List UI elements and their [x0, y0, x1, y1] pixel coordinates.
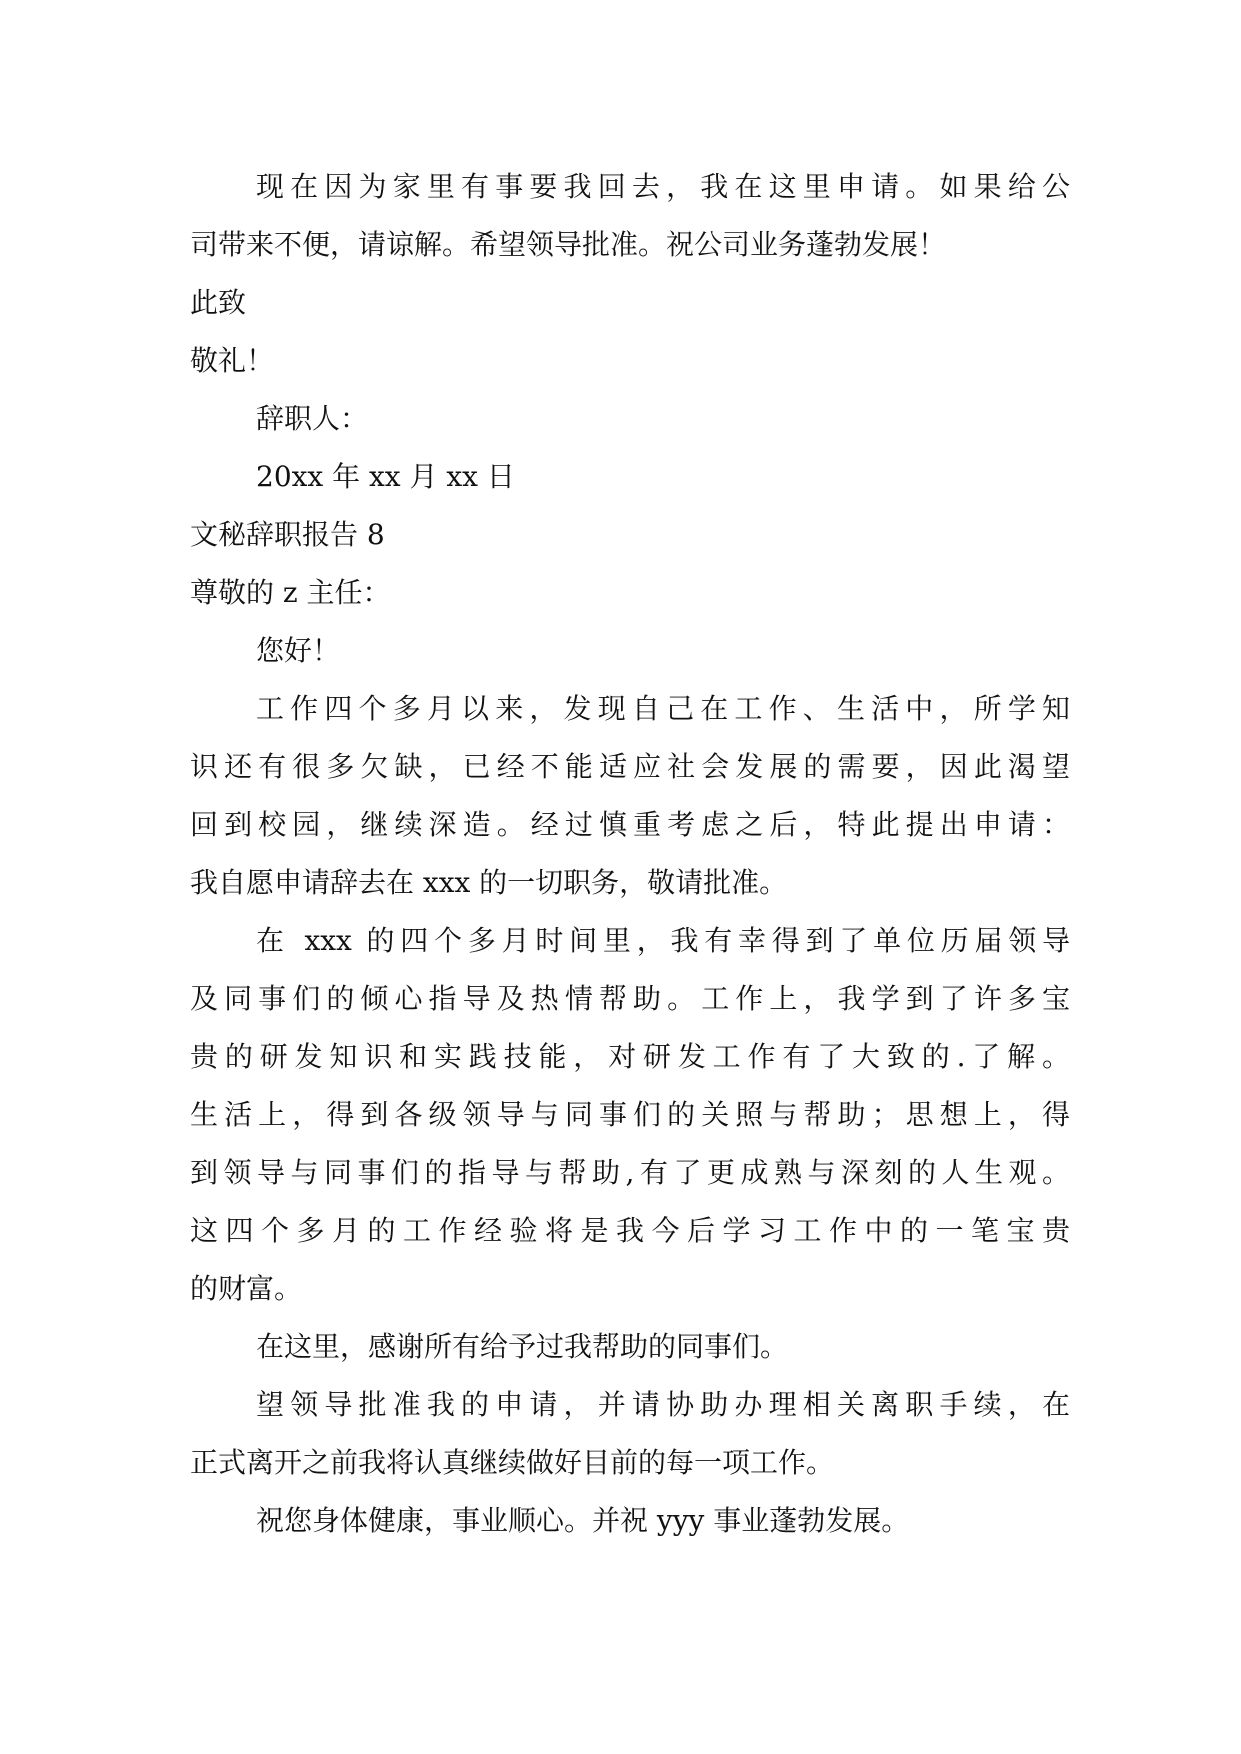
- document-body: [190, 158, 1070, 1550]
- text-line: 望领导批准我的申请，并请协助办理相关离职手续，在: [256, 1388, 1070, 1421]
- text-line: 此致: [190, 286, 247, 319]
- paragraph-p3: [190, 332, 1070, 390]
- paragraph-p12: [190, 1376, 1070, 1492]
- paragraph-p2: [190, 274, 1070, 332]
- text-line: 敬礼！: [190, 344, 275, 377]
- text-line: 文秘辞职报告 8: [190, 518, 385, 551]
- text-line: 我自愿申请辞去在 xxx 的一切职务，敬请批准。: [190, 866, 788, 899]
- text-line: 您好！: [256, 634, 341, 667]
- paragraph-p1: [190, 158, 1070, 274]
- text-line: 这四个多月的工作经验将是我今后学习工作中的一笔宝贵: [190, 1214, 1070, 1247]
- text-line: 20xx 年 xx 月 xx 日: [256, 460, 515, 493]
- text-line: 及同事们的倾心指导及热情帮助。工作上，我学到了许多宝: [190, 982, 1070, 1015]
- paragraph-p11: [190, 1318, 1070, 1376]
- paragraph-p4: [190, 390, 1070, 448]
- paragraph-p7: [190, 564, 1070, 622]
- text-line: 回到校园，继续深造。经过慎重考虑之后，特此提出申请：: [190, 808, 1070, 841]
- text-line: 司带来不便，请谅解。希望领导批准。祝公司业务蓬勃发展！: [190, 228, 947, 261]
- text-line: 工作四个多月以来，发现自己在工作、生活中，所学知: [256, 692, 1070, 725]
- paragraph-p8: [190, 622, 1070, 680]
- text-line: 尊敬的 z 主任：: [190, 576, 391, 609]
- text-line: 贵的研发知识和实践技能，对研发工作有了大致的.了解。: [190, 1040, 1070, 1073]
- text-line: 正式离开之前我将认真继续做好目前的每一项工作。: [190, 1446, 835, 1479]
- text-line: 辞职人：: [256, 402, 369, 435]
- text-line: 在 xxx 的四个多月时间里，我有幸得到了单位历届领导: [256, 924, 1070, 957]
- text-line: 到领导与同事们的指导与帮助,有了更成熟与深刻的人生观。: [190, 1156, 1070, 1189]
- paragraph-p5: [190, 448, 1070, 506]
- paragraph-p13: [190, 1492, 1070, 1550]
- text-line: 生活上，得到各级领导与同事们的关照与帮助；思想上，得: [190, 1098, 1070, 1131]
- paragraph-p6: [190, 506, 1070, 564]
- paragraph-p9: [190, 680, 1070, 912]
- text-line: 识还有很多欠缺，已经不能适应社会发展的需要，因此渴望: [190, 750, 1070, 783]
- text-line: 在这里，感谢所有给予过我帮助的同事们。: [256, 1330, 789, 1363]
- text-line: 祝您身体健康，事业顺心。并祝 yyy 事业蓬勃发展。: [256, 1504, 910, 1537]
- paragraph-p10: [190, 912, 1070, 1318]
- text-line: 现在因为家里有事要我回去，我在这里申请。如果给公: [256, 170, 1070, 203]
- text-line: 的财富。: [190, 1272, 303, 1305]
